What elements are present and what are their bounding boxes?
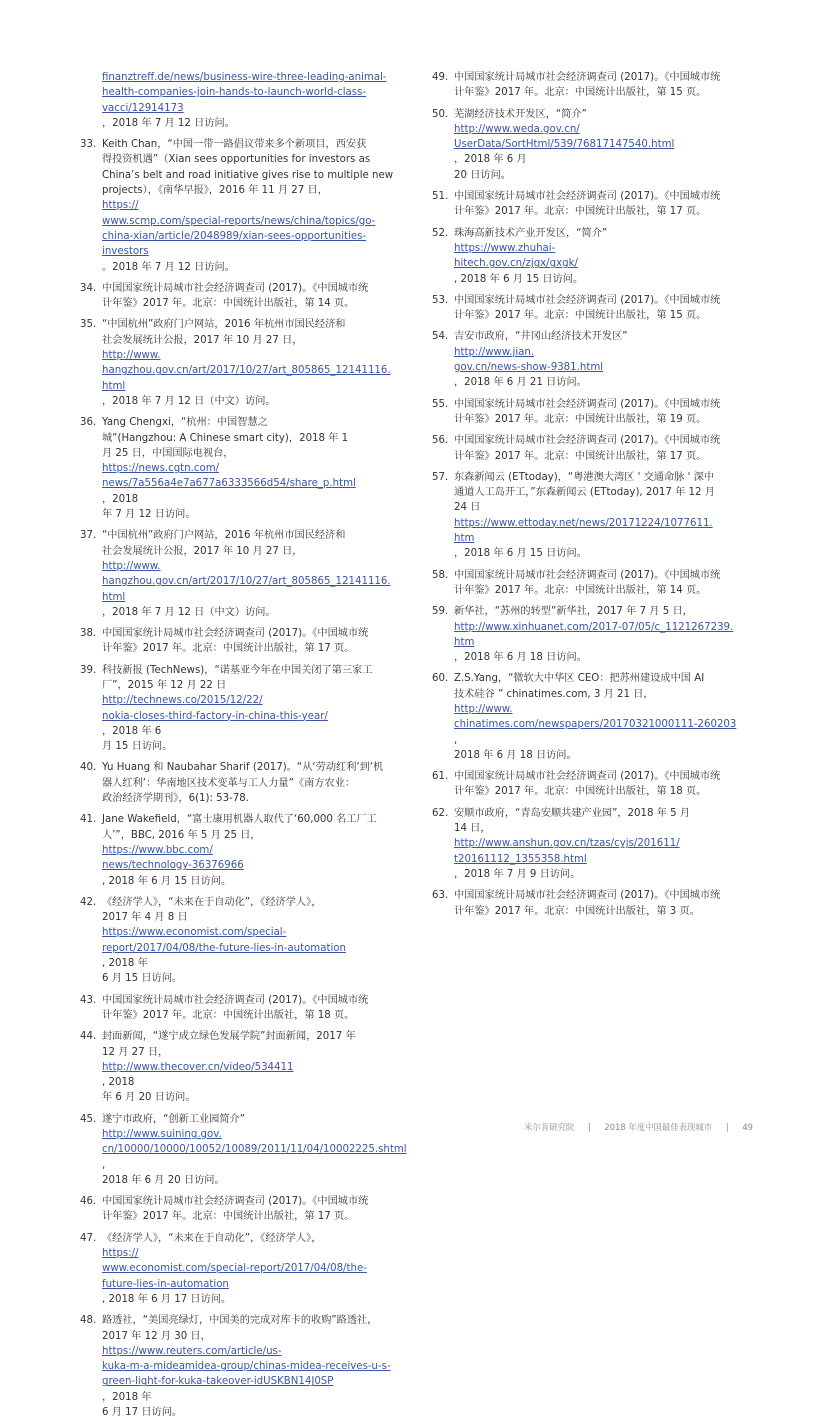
reference-line: 6 月 15 日访问。 (102, 973, 183, 985)
reference-text (102, 528, 402, 620)
reference-line (102, 446, 402, 477)
reference-line: 年 6 月 20 日访问。 (102, 1092, 196, 1104)
reference-line (102, 1142, 407, 1173)
reference-link[interactable]: news/7a556a4e7a677a6333566d54/share_p.html (102, 478, 356, 490)
reference-text (454, 293, 750, 324)
reference-line: 月 15 日访问。 (102, 741, 173, 753)
reference-line (102, 379, 402, 410)
reference-link[interactable]: html (102, 380, 126, 392)
reference-line (102, 910, 402, 941)
reference-line (102, 1329, 402, 1360)
reference-link[interactable]: gov.cn/news-show-9381.html (454, 362, 604, 374)
reference-line: 器人红利’：华南地区技术变革与工人力量”《南方农业： (102, 777, 356, 789)
reference-number: 43. (80, 994, 97, 1006)
reference-number: 42. (80, 896, 97, 908)
reference-link[interactable]: t20161112_1355358.html (454, 853, 587, 865)
reference-line: 计年鉴》2017 年。北京：中国统计出版社，第 18 页。 (454, 786, 707, 798)
reference-number: 49. (432, 72, 449, 83)
reference-link[interactable]: hitech.gov.cn/zjgx/gxgk/ (454, 258, 578, 270)
reference-line: 得投资机遇”（Xian sees opportunities for investors as (102, 154, 371, 166)
reference-text-segment: , 2018 年 6 月 17 日访问。 (102, 1293, 232, 1305)
reference-line: 中国国家统计局城市社会经济调查司 (2017)。《中国城市统 (454, 435, 721, 447)
reference-link[interactable]: https://www.reuters.com/article/us- (102, 1345, 282, 1357)
reference-line: China’s belt and road initiative gives rise to multiple new (102, 169, 394, 181)
reference-line: 计年鉴》2017 年。北京：中国统计出版社，第 15 页。 (454, 310, 707, 322)
reference-line: 计年鉴》2017 年。北京：中国统计出版社，第 17 页。 (454, 206, 707, 218)
reference-text-segment: 芜湖经济技术开发区，“简介” (454, 108, 587, 120)
reference-text-segment: , 2018 年 6 月 15 日访问。 (102, 875, 232, 887)
reference-number: 52. (432, 227, 449, 239)
reference-text-segment: , 2018 年 6 月 15 日访问。 (454, 273, 584, 285)
reference-number: 54. (432, 331, 449, 343)
reference-item (80, 626, 402, 657)
reference-link[interactable]: http://www. (102, 560, 161, 572)
page-footer (524, 1121, 753, 1133)
reference-text (454, 568, 750, 599)
reference-text (454, 226, 750, 287)
reference-line: Jane Wakefield，“富士康用机器人取代了‘60,000 名工厂工 (102, 814, 377, 826)
reference-text-segment: , (454, 734, 458, 746)
reference-link[interactable]: health-companies-join-hands-to-launch-world-class- (102, 87, 367, 99)
reference-link[interactable]: www.economist.com/special-report/2017/04/08/the- (102, 1263, 367, 1275)
reference-line: 中国国家统计局城市社会经济调查司 (2017)。《中国城市统 (102, 1196, 369, 1208)
reference-line: 计年鉴》2017 年。北京：中国统计出版社，第 3 页。 (454, 905, 700, 917)
reference-line (102, 941, 402, 972)
reference-line: 路透社，“美国亮绿灯，中国美的完成对库卡的收购”路透社， (102, 1315, 378, 1327)
reference-text (454, 433, 750, 464)
reference-text-segment: 人’”，BBC, 2016 年 5 月 25 日， (102, 829, 261, 841)
reference-text-segment: 24 日 (454, 502, 481, 514)
reference-item (432, 470, 750, 562)
reference-line: 中国国家统计局城市社会经济调查司 (2017)。《中国城市统 (454, 771, 721, 783)
reference-link[interactable]: kuka-m-a-mideamidea-group/chinas-midea-receives-u-s- (102, 1361, 391, 1373)
reference-line (454, 256, 750, 287)
reference-text-segment: 月 25 日，中国国际电视台， (102, 447, 234, 459)
reference-link[interactable]: http://technews.co/2015/12/22/ (102, 695, 263, 707)
reference-link[interactable]: htm (454, 636, 475, 648)
reference-number: 35. (80, 319, 97, 331)
reference-link[interactable]: investors (102, 246, 149, 258)
reference-line (102, 1231, 402, 1262)
reference-text-segment: ，2018 (102, 493, 139, 505)
reference-link[interactable]: finanztreff.de/news/business-wire-three-leading-animal- (102, 72, 387, 83)
reference-item (432, 769, 750, 800)
reference-number: 59. (432, 606, 449, 618)
reference-number: 60. (432, 673, 449, 685)
reference-link[interactable]: https:// (102, 1248, 139, 1260)
reference-item (80, 1313, 402, 1420)
reference-text-segment: ，2018 年 7 月 12 日访问。 (102, 117, 235, 129)
reference-number: 39. (80, 664, 97, 676)
reference-text-segment: ，2018 年 6 月 (454, 154, 527, 166)
reference-line (454, 329, 750, 360)
reference-text (454, 604, 750, 665)
reference-line: 中国国家统计局城市社会经济调查司 (2017)。《中国城市统 (454, 72, 721, 83)
reference-line: 封面新闻，“遂宁成立绿色发展学院”封面新闻，2017 年 (102, 1031, 356, 1043)
reference-text-segment: , (102, 1159, 106, 1171)
reference-text (454, 189, 750, 220)
reference-item (80, 895, 402, 987)
reference-link[interactable]: http://www.thecover.cn/video/534411 (102, 1061, 294, 1073)
reference-line (454, 137, 750, 168)
reference-line: 20 日访问。 (454, 169, 511, 181)
reference-text (454, 671, 750, 763)
reference-item (432, 70, 750, 101)
reference-text-segment: ，2018 年 6 (102, 725, 162, 737)
reference-link[interactable]: report/2017/04/08/the-future-lies-in-automation (102, 942, 346, 954)
reference-item (80, 528, 402, 620)
reference-number: 53. (432, 294, 449, 306)
reference-text (102, 993, 402, 1024)
reference-text-segment: ，2018 年 6 月 21 日访问。 (454, 377, 587, 389)
reference-line: Yu Huang 和 Naubahar Sharif (2017)。“从‘劳动红利’到‘机 (102, 762, 384, 774)
reference-item (80, 1231, 402, 1307)
reference-line: Yang Chengxi，“杭州：中国智慧之 (102, 417, 268, 429)
reference-line: 计年鉴》2017 年。北京：中国统计出版社，第 18 页。 (102, 1009, 355, 1021)
reference-text (454, 888, 750, 919)
reference-number: 48. (80, 1315, 97, 1327)
reference-text-segment: ，2018 年 (102, 1391, 152, 1403)
reference-text (102, 1194, 402, 1225)
reference-line (102, 101, 402, 132)
reference-number: 40. (80, 762, 97, 774)
reference-number: 41. (80, 814, 97, 826)
reference-link[interactable]: https://www.zhuhai- (454, 242, 556, 254)
reference-line (102, 590, 402, 621)
reference-line (102, 183, 402, 214)
reference-link[interactable]: html (102, 591, 126, 603)
reference-text (102, 1231, 402, 1307)
reference-text-segment: 珠海高新技术产业开发区，“简介” (454, 227, 608, 239)
reference-link[interactable]: china-xian/article/2048989/xian-sees-opportunities- (102, 230, 367, 242)
reference-line (102, 828, 402, 859)
reference-number: 37. (80, 530, 97, 542)
reference-line (102, 1277, 402, 1308)
reference-text-segment: 遂宁市政府，“创新工业园简介” (102, 1113, 245, 1125)
reference-item (432, 189, 750, 220)
reference-line (454, 852, 750, 883)
reference-link[interactable]: http://www. (102, 350, 161, 362)
reference-link[interactable]: htm (454, 533, 475, 545)
reference-link[interactable]: http://www.suining.gov. (102, 1129, 222, 1140)
reference-text-segment: 社会发展统计公报，2017 年 10 月 27 日， (102, 545, 303, 557)
reference-link[interactable]: http://www.xinhuanet.com/2017-07/05/c_1121267239. (454, 621, 734, 633)
reference-text-segment: ，2018 年 6 月 18 日访问。 (454, 652, 587, 664)
reference-link[interactable]: https://news.cgtn.com/ (102, 463, 220, 475)
reference-line (102, 476, 402, 507)
reference-text (102, 1313, 402, 1420)
footer-separator: | (587, 1122, 591, 1132)
reference-line: 中国国家统计局城市社会经济调查司 (2017)。《中国城市统 (102, 628, 369, 640)
reference-link[interactable]: http://www.jian. (454, 346, 535, 358)
footer-separator: | (725, 1122, 729, 1132)
reference-link[interactable]: hangzhou.gov.cn/art/2017/10/27/art_805865_12141116. (102, 576, 391, 588)
reference-line: 中国国家统计局城市社会经济调查司 (2017)。《中国城市统 (454, 890, 721, 902)
reference-line (454, 360, 750, 391)
reference-item (432, 433, 750, 464)
reference-number: 58. (432, 569, 449, 581)
reference-line: 中国国家统计局城市社会经济调查司 (2017)。《中国城市统 (454, 398, 721, 410)
footer-report-title: 2018 年度中国最佳表现城市 (604, 1122, 713, 1132)
reference-line: 计年鉴》2017 年。北京：中国统计出版社，第 17 页。 (454, 450, 707, 462)
footer-publisher: 米尔肯研究院 (524, 1122, 575, 1132)
reference-text (454, 397, 750, 428)
reference-line (454, 226, 750, 257)
reference-text-segment: 2017 年 4 月 8 日 (102, 912, 188, 924)
reference-number: 45. (80, 1113, 97, 1125)
reference-number: 57. (432, 471, 449, 483)
reference-text-segment: 厂”，2015 年 12 月 22 日 (102, 679, 227, 691)
reference-text-segment: ，2018 年 6 月 15 日访问。 (454, 548, 587, 560)
reference-line: 计年鉴》2017 年。北京：中国统计出版社，第 19 页。 (454, 413, 707, 425)
reference-line: 中国国家统计局城市社会经济调查司 (2017)。《中国城市统 (454, 569, 721, 581)
reference-line: 东森新闻云 (ETtoday)，“粤港澳大湾区 ' 交通命脉 ' 深中 (454, 471, 715, 483)
reference-item (432, 107, 750, 183)
reference-item (80, 1112, 407, 1188)
reference-number: 55. (432, 398, 449, 410)
reference-text (102, 1112, 407, 1188)
reference-line: 2018 年 6 月 20 日访问。 (102, 1174, 225, 1186)
reference-link[interactable]: future-lies-in-automation (102, 1278, 229, 1290)
reference-item (432, 888, 750, 919)
reference-text (102, 760, 402, 806)
reference-text (454, 329, 750, 390)
reference-item (80, 70, 402, 131)
reference-line (102, 544, 402, 575)
reference-line (454, 107, 750, 138)
reference-link[interactable]: www.scmp.com/special-reports/news/china/topics/go- (102, 215, 376, 227)
reference-line: 城”(Hangzhou: A Chinese smart city)，2018 年 1 (102, 432, 349, 444)
reference-number: 56. (432, 435, 449, 447)
reference-line: “中国杭州”政府门户网站，2016 年杭州市国民经济和 (102, 319, 346, 331)
reference-link[interactable]: https://www.economist.com/special- (102, 927, 287, 939)
reference-text (454, 107, 750, 183)
reference-line: 中国国家统计局城市社会经济调查司 (2017)。《中国城市统 (454, 191, 721, 203)
reference-line: 计年鉴》2017 年。北京：中国统计出版社，第 14 页。 (102, 298, 355, 310)
reference-line (102, 858, 402, 889)
reference-line: 安顺市政府，“青岛安顺共建产业园”，2018 年 5 月 (454, 807, 691, 819)
reference-text-segment: ，2018 年 7 月 9 日访问。 (454, 868, 581, 880)
reference-link[interactable]: green-light-for-kuka-takeover-idUSKBN14J0SP (102, 1376, 334, 1388)
reference-line: Keith Chan，“中国一带一路倡议带来多个新项目，西安获 (102, 139, 367, 151)
reference-text-segment: 吉安市政府，“井冈山经济技术开发区” (454, 331, 628, 343)
reference-link[interactable]: https://www.bbc.com/ (102, 844, 213, 856)
reference-item (432, 806, 750, 882)
reference-item (80, 1029, 402, 1105)
reference-line (102, 244, 402, 275)
reference-text-segment: 。2018 年 7 月 12 日访问。 (102, 261, 235, 273)
reference-link[interactable]: vacci/12914173 (102, 102, 184, 114)
reference-number: 44. (80, 1031, 97, 1043)
reference-line (102, 333, 402, 364)
reference-line: 科技新报 (TechNews)，“诺基亚今年在中国关闭了第三家工 (102, 664, 373, 676)
reference-line (454, 717, 750, 748)
reference-item (432, 397, 750, 428)
reference-number: 33. (80, 139, 97, 151)
reference-text (102, 626, 402, 657)
reference-line (102, 709, 402, 740)
reference-item (80, 760, 402, 806)
reference-line (102, 1045, 402, 1091)
reference-line: 计年鉴》2017 年。北京：中国统计出版社，第 17 页。 (102, 643, 355, 655)
references-left-column (80, 70, 407, 1426)
reference-line: Z.S.Yang，“微软大中华区 CEO：把苏州建设成中国 AI (454, 673, 705, 685)
reference-number: 34. (80, 282, 97, 294)
reference-link[interactable]: http://www. (454, 703, 513, 715)
reference-number: 62. (432, 807, 449, 819)
reference-text (454, 769, 750, 800)
reference-text-segment: 2017 年 12 月 30 日， (102, 1330, 211, 1342)
reference-line: 2018 年 6 月 18 日访问。 (454, 749, 577, 761)
reference-item (80, 663, 402, 755)
reference-line: 中国国家统计局城市社会经济调查司 (2017)。《中国城市统 (102, 282, 369, 294)
reference-text (102, 415, 402, 522)
reference-link[interactable]: nokia-closes-third-factory-in-china-this-year/ (102, 710, 328, 722)
reference-text-segment: , 2018 年 (102, 958, 148, 970)
reference-line: 通道人工岛开工，”东森新闻云 (ETtoday), 2017 年 12 月 (454, 487, 715, 499)
reference-link[interactable]: news/technology-36376966 (102, 860, 244, 872)
reference-item (80, 1194, 402, 1225)
reference-text (102, 895, 402, 987)
reference-link[interactable]: UserData/SortHtml/539/76817147540.html (454, 139, 675, 151)
reference-link[interactable]: https://www.ettoday.net/news/20171224/1077611. (454, 517, 713, 529)
reference-text (102, 137, 402, 275)
reference-line (454, 687, 750, 718)
reference-line: 中国国家统计局城市社会经济调查司 (2017)。《中国城市统 (454, 294, 721, 306)
reference-item (80, 137, 402, 275)
reference-text-segment: 14 日， (454, 823, 491, 835)
reference-link[interactable]: http://www.anshun.gov.cn/tzas/cyjs/201611/ (454, 838, 680, 850)
reference-line (102, 1374, 402, 1405)
reference-text (102, 812, 402, 888)
reference-line (454, 821, 750, 852)
reference-line: 计年鉴》2017 年。北京：中国统计出版社，第 14 页。 (454, 584, 707, 596)
reference-text (102, 663, 402, 755)
reference-text-segment: projects），《南华早报》，2016 年 11 月 27 日， (102, 185, 328, 197)
reference-number: 46. (80, 1196, 97, 1208)
reference-item (432, 671, 750, 763)
reference-item (432, 293, 750, 324)
reference-line: 政治经济学期刊》，6(1): 53-78. (102, 793, 250, 805)
reference-text-segment: 技术硅谷 ” chinatimes.com, 3 月 21 日， (454, 688, 654, 700)
reference-link[interactable]: hangzhou.gov.cn/art/2017/10/27/art_805865_12141116. (102, 365, 391, 377)
reference-item (80, 993, 402, 1024)
reference-line: 6 月 17 日访问。 (102, 1407, 183, 1419)
reference-text-segment: ，2018 年 7 月 12 日（中文）访问。 (102, 606, 276, 618)
reference-line: 中国国家统计局城市社会经济调查司 (2017)。《中国城市统 (102, 994, 369, 1006)
reference-number: 47. (80, 1232, 97, 1244)
reference-line: 计年鉴》2017 年。北京：中国统计出版社，第 17 页。 (102, 1211, 355, 1223)
reference-item (432, 604, 750, 665)
reference-item (432, 568, 750, 599)
footer-page-number: 49 (742, 1122, 753, 1132)
reference-text (102, 317, 402, 409)
reference-item (80, 281, 402, 312)
reference-text (102, 281, 402, 312)
reference-line: 计年鉴》2017 年。北京：中国统计出版社，第 15 页。 (454, 87, 707, 99)
reference-line: “中国杭州”政府门户网站，2016 年杭州市国民经济和 (102, 530, 346, 542)
reference-number: 50. (432, 108, 449, 120)
reference-text-segment: 社会发展统计公报，2017 年 10 月 27 日， (102, 334, 303, 346)
reference-number: 63. (432, 890, 449, 902)
reference-line (102, 1112, 402, 1143)
reference-line (454, 500, 750, 531)
reference-text (454, 70, 750, 101)
reference-text-segment: 12 月 27 日， (102, 1046, 169, 1058)
reference-item (80, 812, 402, 888)
reference-item (80, 317, 402, 409)
reference-link[interactable]: http://www.weda.gov.cn/ (454, 123, 580, 135)
reference-text-segment: , 2018 (102, 1077, 135, 1089)
reference-item (432, 329, 750, 390)
reference-item (432, 226, 750, 287)
reference-line (454, 635, 750, 666)
reference-link[interactable]: cn/10000/10000/10052/10089/2011/11/04/10002225.shtml (102, 1144, 407, 1156)
references-right-column (432, 70, 750, 925)
reference-line: 年 7 月 12 日访问。 (102, 509, 196, 521)
reference-text (102, 70, 402, 131)
reference-link[interactable]: https:// (102, 200, 139, 212)
reference-text-segment: 《经济学人》，“未来在于自动化”，《经济学人》， (102, 1232, 322, 1244)
reference-text (454, 470, 750, 562)
reference-line (102, 678, 402, 709)
reference-link[interactable]: chinatimes.com/newspapers/20170321000111-260203 (454, 719, 737, 731)
reference-item (80, 415, 402, 522)
reference-line (454, 531, 750, 562)
reference-text (454, 806, 750, 882)
reference-text (102, 1029, 402, 1105)
reference-text-segment: ，2018 年 7 月 12 日（中文）访问。 (102, 395, 276, 407)
reference-line: 新华社，“苏州的转型”新华社，2017 年 7 月 5 日， (454, 606, 693, 618)
reference-number: 38. (80, 628, 97, 640)
reference-number: 61. (432, 771, 449, 783)
reference-line: 《经济学人》，“未来在于自动化”，《经济学人》， (102, 896, 322, 908)
reference-number: 51. (432, 191, 449, 203)
reference-number: 36. (80, 417, 97, 429)
